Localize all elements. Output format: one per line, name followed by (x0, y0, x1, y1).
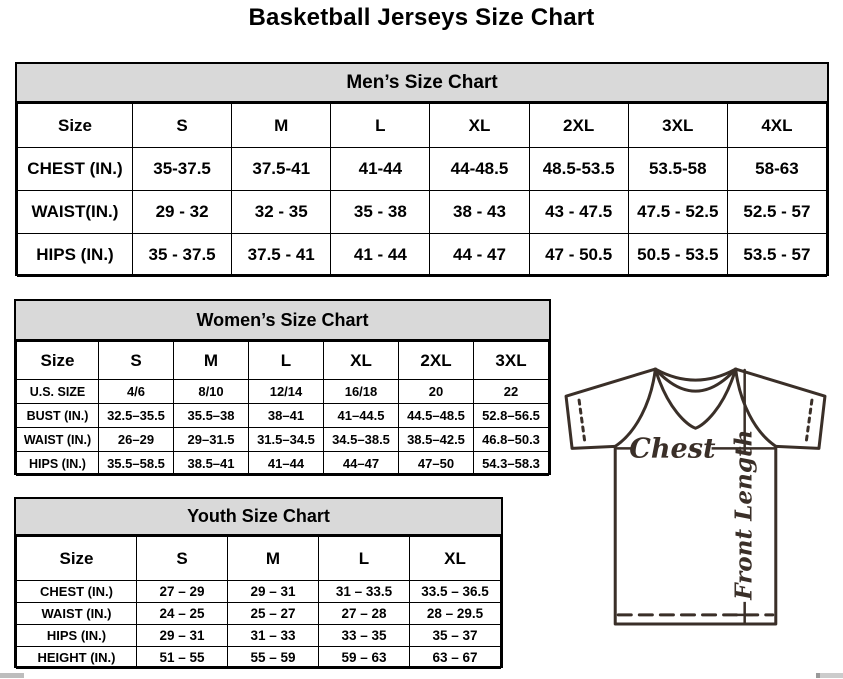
column-header: 3XL (628, 104, 727, 148)
column-header: XL (430, 104, 529, 148)
size-cell: 50.5 - 53.5 (628, 234, 727, 277)
size-cell: 27 – 28 (319, 603, 410, 625)
size-cell: 31.5–34.5 (249, 428, 324, 452)
size-cell: 38.5–41 (174, 452, 249, 476)
size-cell: 29 - 32 (133, 191, 232, 234)
column-header: M (228, 537, 319, 581)
size-cell: 53.5-58 (628, 148, 727, 191)
table-row (17, 404, 549, 428)
size-cell: 44 - 47 (430, 234, 529, 277)
size-cell: 51 – 55 (137, 647, 228, 669)
table-row (17, 625, 501, 647)
left-cuff-stitch (579, 400, 585, 444)
jersey-measurement-diagram (551, 356, 837, 634)
row-label: WAIST(IN.) (18, 191, 133, 234)
row-label: WAIST (IN.) (17, 603, 137, 625)
scrollbar-fragment-left[interactable] (0, 673, 24, 678)
mens-size-table (17, 103, 827, 277)
size-cell: 20 (399, 380, 474, 404)
size-cell: 35-37.5 (133, 148, 232, 191)
size-cell: 58-63 (727, 148, 826, 191)
column-header: XL (410, 537, 501, 581)
size-cell: 8/10 (174, 380, 249, 404)
size-cell: 12/14 (249, 380, 324, 404)
collar-v-line (655, 369, 735, 428)
size-cell: 43 - 47.5 (529, 191, 628, 234)
size-cell: 33.5 – 36.5 (410, 581, 501, 603)
column-header: S (133, 104, 232, 148)
column-header: 3XL (474, 342, 549, 380)
column-header: M (174, 342, 249, 380)
size-cell: 32 - 35 (232, 191, 331, 234)
size-cell: 35.5–58.5 (99, 452, 174, 476)
table-row (18, 234, 827, 277)
size-cell: 35 - 38 (331, 191, 430, 234)
table-row (17, 647, 501, 669)
size-cell: 53.5 - 57 (727, 234, 826, 277)
size-cell: 37.5-41 (232, 148, 331, 191)
youth-size-table (16, 536, 501, 669)
front-length-label: Front Length (730, 429, 758, 600)
column-header: Size (18, 104, 133, 148)
row-label: CHEST (IN.) (17, 581, 137, 603)
table-row (18, 148, 827, 191)
size-cell: 29–31.5 (174, 428, 249, 452)
size-cell: 24 – 25 (137, 603, 228, 625)
mens-size-chart-caption: Men’s Size Chart (17, 64, 827, 103)
size-cell: 31 – 33.5 (319, 581, 410, 603)
size-cell: 54.3–58.3 (474, 452, 549, 476)
size-cell: 34.5–38.5 (324, 428, 399, 452)
size-cell: 38.5–42.5 (399, 428, 474, 452)
table-row (18, 191, 827, 234)
size-cell: 16/18 (324, 380, 399, 404)
row-label: U.S. SIZE (17, 380, 99, 404)
header-row (18, 104, 827, 148)
womens-size-table (16, 341, 549, 476)
column-header: S (99, 342, 174, 380)
size-cell: 63 – 67 (410, 647, 501, 669)
youth-size-chart-caption: Youth Size Chart (16, 499, 501, 536)
table-row (17, 581, 501, 603)
womens-size-chart-caption: Women’s Size Chart (16, 301, 549, 341)
size-cell: 41–44.5 (324, 404, 399, 428)
row-label: HIPS (IN.) (17, 452, 99, 476)
size-cell: 44–47 (324, 452, 399, 476)
row-label: HEIGHT (IN.) (17, 647, 137, 669)
size-cell: 22 (474, 380, 549, 404)
size-cell: 46.8–50.3 (474, 428, 549, 452)
header-row (17, 342, 549, 380)
size-cell: 47.5 - 52.5 (628, 191, 727, 234)
size-cell: 4/6 (99, 380, 174, 404)
size-cell: 38–41 (249, 404, 324, 428)
size-cell: 55 – 59 (228, 647, 319, 669)
size-cell: 32.5–35.5 (99, 404, 174, 428)
column-header: L (319, 537, 410, 581)
size-cell: 31 – 33 (228, 625, 319, 647)
row-label: HIPS (IN.) (17, 625, 137, 647)
size-cell: 25 – 27 (228, 603, 319, 625)
column-header: Size (17, 537, 137, 581)
size-cell: 35.5–38 (174, 404, 249, 428)
size-cell: 59 – 63 (319, 647, 410, 669)
table-row (17, 428, 549, 452)
column-header: 2XL (399, 342, 474, 380)
size-cell: 29 – 31 (228, 581, 319, 603)
size-cell: 44.5–48.5 (399, 404, 474, 428)
size-cell: 35 - 37.5 (133, 234, 232, 277)
womens-size-chart (14, 299, 551, 475)
table-row (17, 380, 549, 404)
size-cell: 48.5-53.5 (529, 148, 628, 191)
size-cell: 26–29 (99, 428, 174, 452)
jersey-outline (566, 369, 825, 624)
row-label: CHEST (IN.) (18, 148, 133, 191)
table-row (17, 603, 501, 625)
size-cell: 47 - 50.5 (529, 234, 628, 277)
row-label: HIPS (IN.) (18, 234, 133, 277)
size-cell: 27 – 29 (137, 581, 228, 603)
row-label: WAIST (IN.) (17, 428, 99, 452)
chest-label: Chest (629, 433, 716, 465)
column-header: 4XL (727, 104, 826, 148)
header-row (17, 537, 501, 581)
size-cell: 38 - 43 (430, 191, 529, 234)
row-label: BUST (IN.) (17, 404, 99, 428)
table-row (17, 452, 549, 476)
column-header: S (137, 537, 228, 581)
size-cell: 41–44 (249, 452, 324, 476)
size-cell: 47–50 (399, 452, 474, 476)
size-cell: 44-48.5 (430, 148, 529, 191)
size-cell: 28 – 29.5 (410, 603, 501, 625)
column-header: L (331, 104, 430, 148)
column-header: 2XL (529, 104, 628, 148)
column-header: XL (324, 342, 399, 380)
size-cell: 41-44 (331, 148, 430, 191)
size-cell: 52.8–56.5 (474, 404, 549, 428)
size-cell: 37.5 - 41 (232, 234, 331, 277)
youth-size-chart (14, 497, 503, 668)
size-cell: 29 – 31 (137, 625, 228, 647)
column-header: L (249, 342, 324, 380)
size-cell: 33 – 35 (319, 625, 410, 647)
size-cell: 52.5 - 57 (727, 191, 826, 234)
size-cell: 41 - 44 (331, 234, 430, 277)
right-cuff-stitch (806, 400, 812, 444)
column-header: Size (17, 342, 99, 380)
size-cell: 35 – 37 (410, 625, 501, 647)
column-header: M (232, 104, 331, 148)
page-title: Basketball Jerseys Size Chart (248, 4, 595, 31)
scrollbar-fragment-right[interactable] (816, 673, 843, 678)
mens-size-chart (15, 62, 829, 276)
